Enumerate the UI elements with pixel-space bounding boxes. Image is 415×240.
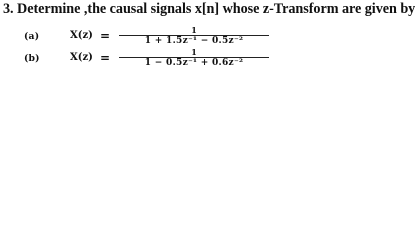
part-label: (a): [24, 31, 40, 42]
equals-sign: =: [100, 51, 111, 65]
equals-sign: =: [100, 29, 111, 43]
denominator: 1 + 1.5z⁻¹ − 0.5z⁻²: [144, 36, 244, 46]
part-label: (b): [24, 53, 40, 64]
question-heading: 3. Determine ,the causal signals x[n] whose z-Transform are given by: [3, 1, 415, 17]
numerator: 1: [191, 47, 197, 57]
transform-lhs: X(z): [70, 30, 93, 41]
numerator: 1: [191, 25, 197, 35]
transform-lhs: X(z): [70, 52, 93, 63]
fraction: [119, 48, 269, 72]
denominator: 1 − 0.5z⁻¹ + 0.6z⁻²: [144, 58, 244, 68]
